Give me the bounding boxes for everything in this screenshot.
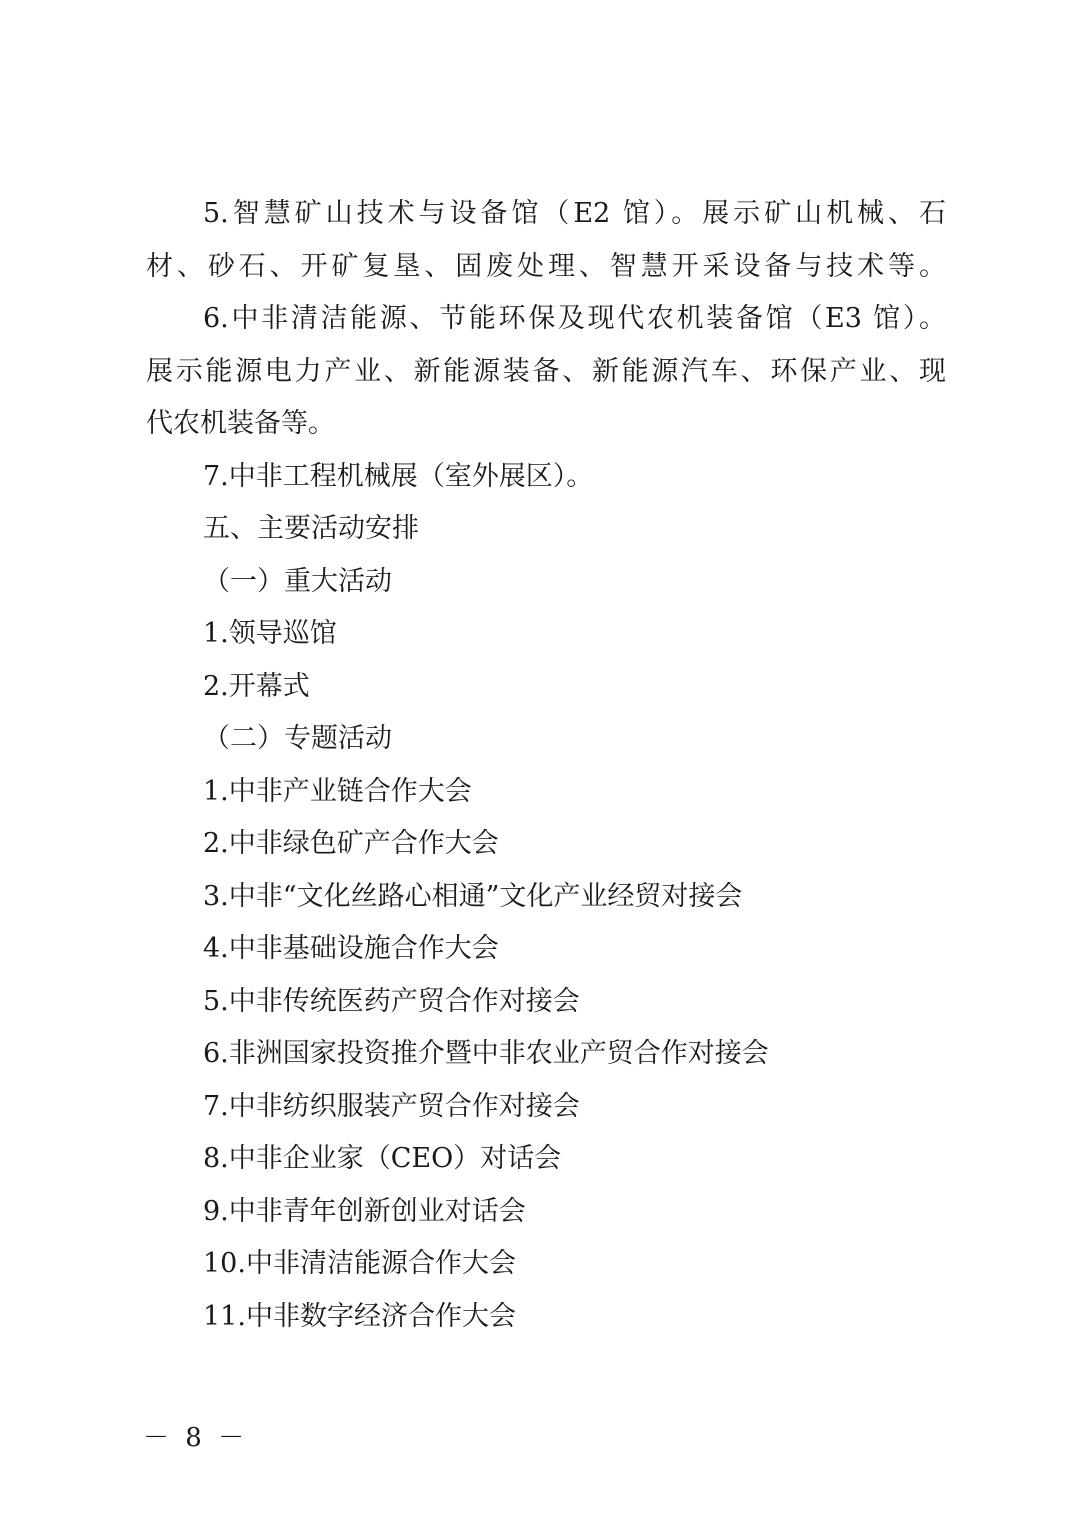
themed-event-item: 11.中非数字经济合作大会	[203, 1300, 516, 1332]
themed-event-item: 7.中非纺织服装产贸合作对接会	[203, 1090, 580, 1122]
hall-7-paragraph: 7.中非工程机械展（室外展区）。	[203, 460, 594, 492]
document-body	[146, 188, 946, 1343]
themed-event-item: 1.中非产业链合作大会	[203, 775, 472, 807]
hall-6-paragraph-line-2: 展示能源电力产业、新能源装备、新能源汽车、环保产业、现	[146, 355, 946, 387]
themed-event-item: 6.非洲国家投资推介暨中非农业产贸合作对接会	[203, 1038, 769, 1069]
subsection-heading-themed-events: （二）专题活动	[203, 723, 392, 754]
themed-event-item: 2.中非绿色矿产合作大会	[203, 828, 499, 859]
subsection-heading-major-events: （一）重大活动	[203, 565, 392, 597]
page-number: － 8 －	[143, 1423, 249, 1453]
hall-6-paragraph-line-1: 6.中非清洁能源、节能环保及现代农机装备馆（E3 馆）。	[203, 303, 946, 334]
hall-6-paragraph-line-3: 代农机装备等。	[146, 408, 335, 439]
themed-event-item: 10.中非清洁能源合作大会	[203, 1248, 516, 1279]
hall-5-paragraph-line-2: 材、砂石、开矿复垦、固废处理、智慧开采设备与技术等。	[146, 250, 946, 282]
major-event-item: 2.开幕式	[203, 670, 310, 702]
themed-event-item: 4.中非基础设施合作大会	[203, 933, 499, 964]
themed-event-item: 8.中非企业家（CEO）对话会	[203, 1143, 562, 1174]
themed-event-item: 3.中非“文化丝路心相通”文化产业经贸对接会	[203, 880, 743, 912]
themed-event-item: 9.中非青年创新创业对话会	[203, 1195, 526, 1227]
themed-event-item: 5.中非传统医药产贸合作对接会	[203, 985, 580, 1017]
section-heading-activities: 五、主要活动安排	[203, 513, 419, 544]
hall-5-paragraph-line-1: 5.智慧矿山技术与设备馆（E2 馆）。展示矿山机械、石	[203, 198, 946, 229]
major-event-item: 1.领导巡馆	[203, 618, 337, 649]
